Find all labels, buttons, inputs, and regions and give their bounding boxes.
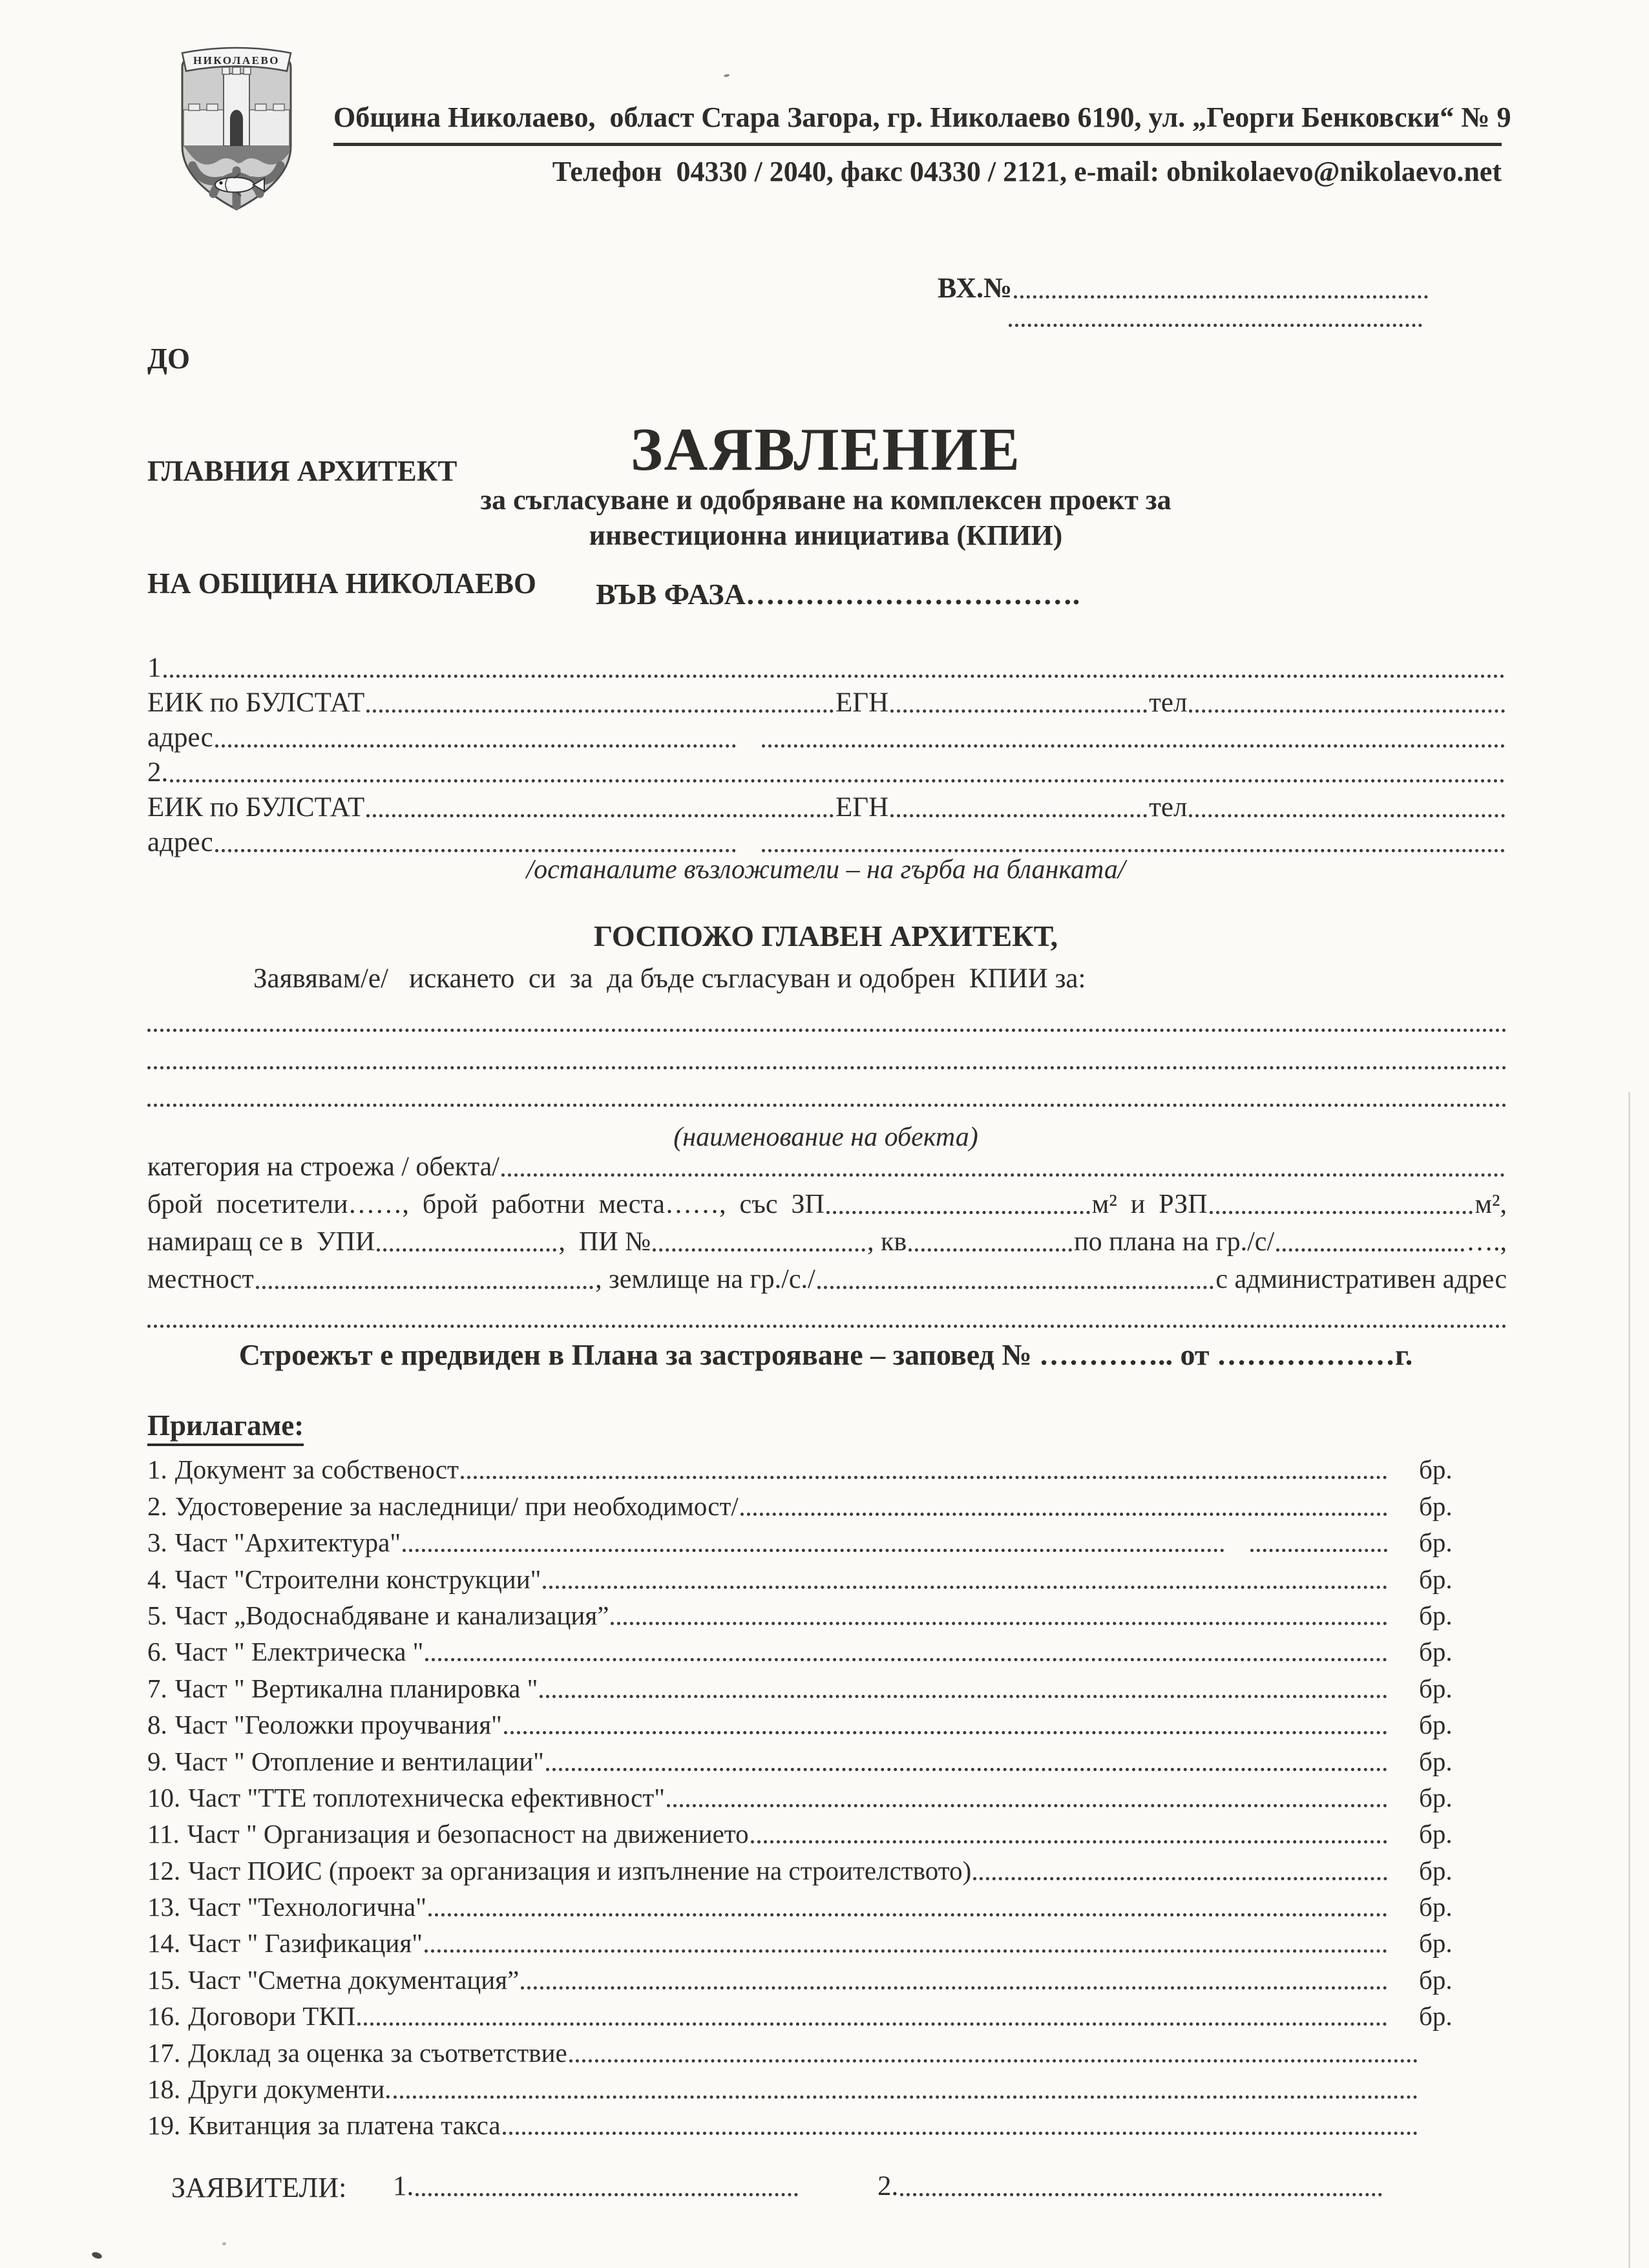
- attachment-unit: бр.: [1419, 1710, 1453, 1740]
- category-field: [501, 1173, 1505, 1177]
- attachment-label: Част „Водоснабдяване и канализация”: [174, 1600, 609, 1630]
- rzp-field: [1210, 1211, 1473, 1214]
- attachment-label: Доклад за оценка за съответствие: [188, 2037, 567, 2068]
- wall-merlon: [207, 104, 218, 110]
- wall-merlon: [273, 104, 284, 110]
- attachment-number: 12.: [147, 1855, 181, 1885]
- scan-speck: [724, 74, 730, 78]
- banner-text: НИКОЛАЕВО: [193, 54, 280, 67]
- object-name-caption: (наименование на обекта): [673, 1122, 978, 1152]
- attachment-row-14: [147, 1922, 1459, 1958]
- attachment-number: 17.: [147, 2037, 181, 2068]
- attachment-unit: бр.: [1419, 1600, 1453, 1630]
- admin-address-field-line: [147, 1325, 1507, 1328]
- recipient-name: ГЛАВНИЯ АРХИТЕКТ: [147, 455, 457, 487]
- attachment-unit: бр.: [1419, 1673, 1453, 1703]
- entry-number-block: [938, 271, 1430, 327]
- scan-edge-line: [1628, 1092, 1630, 2268]
- applicant-1-name-row: [147, 649, 1507, 684]
- entry-date-field: [1009, 324, 1422, 327]
- dotted-leader: [740, 1513, 1387, 1516]
- attachment-row-10: [147, 1777, 1459, 1813]
- tower-merlon: [244, 67, 251, 74]
- pi-field: [653, 1248, 865, 1252]
- attachment-label: Квитанция за платена такса: [188, 2110, 501, 2141]
- scan-speck: [222, 2242, 226, 2245]
- attachment-label: Част "Строителни конструкции": [174, 1564, 541, 1594]
- tower-merlon: [233, 67, 240, 74]
- attachment-number: 3.: [147, 1528, 167, 1558]
- contact-line: Телефон 04330 / 2040, факс 04330 / 2121, e-mail: obnikolaevo@nikolaevo.net: [552, 156, 1502, 187]
- attachment-row-4: [147, 1558, 1459, 1594]
- signature-1-field: [415, 2193, 798, 2196]
- attachment-number: 11.: [147, 1819, 180, 1849]
- upi-label: намиращ се в УПИ: [147, 1227, 375, 1257]
- visitors-label: брой посетители……, брой работни места……, със ЗП: [147, 1190, 824, 1219]
- dotted-leader: [1250, 1549, 1387, 1552]
- phase-field: ВЪВ ФАЗА…………………………….: [596, 578, 1080, 611]
- attachment-label: Част " Организация и безопасност на движението: [187, 1819, 749, 1849]
- m2-suffix: м²,: [1475, 1190, 1507, 1219]
- egn-field: [890, 709, 1147, 713]
- attachment-number: 14.: [147, 1928, 181, 1958]
- salutation: ГОСПОЖО ГЛАВЕН АРХИТЕКТ,: [593, 919, 1058, 952]
- applicant-2-number: 2.: [147, 757, 169, 788]
- dotted-leader: [403, 1549, 1224, 1552]
- applicant-1-number: 1: [147, 653, 162, 683]
- egn-field: [890, 814, 1147, 817]
- egn-label: ЕГН: [835, 688, 889, 718]
- attachment-unit: бр.: [1419, 1964, 1453, 1995]
- attachment-row-1: [147, 1449, 1459, 1485]
- signature-2-number: 2.: [877, 2171, 899, 2201]
- attachment-unit: бр.: [1419, 1528, 1453, 1558]
- attachment-number: 1.: [147, 1454, 167, 1485]
- request-statement: Заявявам/е/ искането си за да бъде съгласуван и одобрен КПИИ за:: [253, 963, 1086, 994]
- attachment-label: Част ПОИС (проект за организация и изпълнение на строителството): [188, 1855, 972, 1885]
- egn-label: ЕГН: [835, 792, 889, 823]
- dotted-leader: [357, 2022, 1387, 2026]
- attachment-row-9: [147, 1740, 1459, 1776]
- trailing-dots: ….,: [1466, 1227, 1507, 1257]
- category-label: категория на строежа / обекта/: [147, 1152, 499, 1182]
- attachment-label: Част " Газификация": [188, 1928, 423, 1958]
- attachment-row-13: [147, 1886, 1459, 1922]
- applicant-1-name-field: [163, 675, 1506, 678]
- signatories-label: ЗАЯВИТЕЛИ:: [171, 2172, 347, 2203]
- attachment-unit: бр.: [1419, 1928, 1453, 1958]
- attachment-unit: бр.: [1419, 1819, 1453, 1849]
- entry-number-field: [1014, 295, 1428, 299]
- recipient-to: ДО: [147, 342, 190, 375]
- attachment-row-16: [147, 1995, 1459, 2032]
- location-row: [147, 1225, 1507, 1257]
- locality-label: местност: [147, 1265, 254, 1294]
- attachment-row-12: [147, 1849, 1459, 1885]
- dotted-leader: [428, 1913, 1387, 1916]
- attachment-label: Част " Вертикална планировка ": [174, 1673, 538, 1703]
- attachment-label: Удостоверение за наследници/ при необходимост/: [174, 1491, 739, 1521]
- applicant-2-address-row: [147, 823, 1507, 858]
- attachment-row-3: [147, 1522, 1459, 1558]
- applicants-block: [147, 649, 1507, 858]
- tower-merlon: [222, 67, 229, 74]
- locality-row: [147, 1263, 1507, 1295]
- applicant-1-id-row: [147, 684, 1507, 719]
- attachment-unit: бр.: [1419, 1892, 1453, 1922]
- city-field: [1276, 1248, 1464, 1252]
- water-band: [184, 146, 289, 165]
- attachment-label: Част "ТТЕ топлотехническа ефективност": [188, 1782, 665, 1812]
- dotted-leader: [569, 2059, 1418, 2063]
- attachment-label: Договори ТКП: [188, 2001, 356, 2032]
- land-field: [817, 1286, 1214, 1289]
- applicant-2-name-field: [170, 779, 1505, 782]
- dotted-leader: [751, 1840, 1387, 1843]
- tel-label: тел: [1149, 792, 1188, 823]
- tel-field: [1189, 814, 1505, 817]
- signature-2-field: [900, 2193, 1382, 2196]
- attachment-row-17: [147, 2032, 1459, 2068]
- attachment-number: 7.: [147, 1673, 167, 1703]
- attachment-number: 9.: [147, 1746, 167, 1776]
- signature-1-row: [393, 2166, 800, 2202]
- address-field-2: [762, 744, 1505, 748]
- attachment-label: Част "Технологична": [188, 1892, 426, 1922]
- land-label: , землище на гр./с./: [595, 1265, 815, 1294]
- plan-of-label: по плана на гр./с/: [1074, 1227, 1275, 1257]
- address-field-2: [762, 849, 1505, 852]
- attachment-number: 6.: [147, 1637, 167, 1667]
- eik-field: [366, 709, 834, 713]
- letterhead: [333, 101, 1511, 188]
- attachment-unit: бр.: [1419, 1454, 1453, 1485]
- signature-1-number: 1.: [393, 2171, 414, 2201]
- dotted-leader: [394, 2095, 1418, 2099]
- header-divider: [333, 143, 1502, 146]
- attachment-row-2: [147, 1485, 1459, 1521]
- coat-of-arms-graphic: [172, 43, 301, 216]
- locality-field: [256, 1286, 593, 1289]
- attachment-unit: бр.: [1419, 1637, 1453, 1667]
- dotted-leader: [543, 1586, 1387, 1589]
- eik-field: [366, 814, 834, 817]
- rzp-label: м² и РЗП: [1091, 1190, 1208, 1219]
- form-subtitle-2: инвестиционна инициатива (КПИИ): [589, 520, 1063, 551]
- entry-number-row: [938, 271, 1430, 304]
- attachment-unit: бр.: [1419, 1564, 1453, 1594]
- address-label: адрес: [147, 827, 213, 857]
- attachment-label: Част "Геоложки проучвания": [174, 1710, 502, 1740]
- attachment-label: Част "Сметна документация”: [188, 1964, 520, 1995]
- kv-label: , кв: [867, 1227, 907, 1257]
- dotted-leader: [503, 2132, 1418, 2135]
- attachment-label: Други документи.: [188, 2074, 392, 2105]
- tel-label: тел: [1149, 688, 1188, 718]
- attachment-number: 5.: [147, 1600, 167, 1630]
- attachment-number: 13.: [147, 1892, 181, 1922]
- attachment-unit: бр.: [1419, 1782, 1453, 1812]
- attachment-number: 18.: [147, 2074, 181, 2105]
- attachment-number: 16.: [147, 2001, 181, 2032]
- attachment-row-6: [147, 1631, 1459, 1667]
- dotted-leader: [521, 1986, 1387, 1990]
- attachment-label: Част " Отопление и вентилации": [174, 1746, 544, 1776]
- wall-merlon: [255, 104, 266, 110]
- entry-number-label: ВХ.№: [938, 272, 1013, 304]
- attachment-row-18: [147, 2068, 1459, 2105]
- applicant-2-id-row: [147, 788, 1507, 823]
- address-field: [215, 744, 736, 748]
- object-name-field-line-2: [147, 1066, 1507, 1069]
- attachment-row-7: [147, 1667, 1459, 1703]
- attachment-number: 15.: [147, 1964, 181, 1995]
- admin-address-label: с административен адрес: [1215, 1265, 1507, 1294]
- attachment-label: Документ за собственост: [174, 1454, 459, 1485]
- attachment-number: 10.: [147, 1782, 181, 1812]
- attachment-unit: бр.: [1419, 1491, 1453, 1521]
- attachment-row-11: [147, 1813, 1459, 1849]
- applicant-1-address-row: [147, 719, 1507, 753]
- attachment-label: Част "Архитектура": [174, 1528, 401, 1558]
- organization-line: Община Николаево, област Стара Загора, гр. Николаево 6190, ул. „Георги Бенковски“ № 9: [333, 101, 1511, 133]
- eik-bulstat-label: ЕИК по БУЛСТАТ: [147, 688, 365, 718]
- attachment-row-8: [147, 1704, 1459, 1740]
- attachment-number: 4.: [147, 1564, 167, 1594]
- attachment-label: Част " Електрическа ": [174, 1637, 424, 1667]
- zp-field: [826, 1211, 1090, 1214]
- object-name-field-line-3: [147, 1104, 1507, 1107]
- dotted-leader: [973, 1877, 1387, 1880]
- pi-label: , ПИ №: [558, 1227, 651, 1257]
- attachment-number: 2.: [147, 1491, 167, 1521]
- applicant-2-name-row: [147, 753, 1507, 788]
- dotted-leader: [425, 1658, 1387, 1661]
- wall-merlon: [189, 104, 200, 110]
- kv-field: [909, 1248, 1072, 1252]
- attachment-row-15: [147, 1958, 1459, 1995]
- attachment-number: 8.: [147, 1710, 167, 1740]
- dotted-leader: [461, 1476, 1387, 1479]
- address-field: [215, 849, 736, 852]
- attachment-unit: бр.: [1419, 1746, 1453, 1776]
- tel-field: [1189, 709, 1505, 713]
- attachment-row-5: [147, 1595, 1459, 1631]
- eik-bulstat-label: ЕИК по БУЛСТАТ: [147, 792, 365, 823]
- development-plan-line: Строежът е предвиден в Плана за застрояване – заповед № ………….. от ………………г.: [238, 1338, 1413, 1371]
- scan-speck: [91, 2251, 103, 2260]
- dotted-leader: [611, 1622, 1387, 1625]
- municipal-coat-of-arms: [172, 43, 301, 216]
- attachments-heading: Прилагаме:: [147, 1409, 304, 1446]
- upi-field: [377, 1248, 556, 1252]
- dotted-leader: [667, 1804, 1387, 1807]
- tower-door: [230, 110, 243, 146]
- dotted-leader: [504, 1731, 1387, 1734]
- attachment-row-19: [147, 2105, 1459, 2141]
- other-applicants-note: /останалите възложители – на гърба на бланката/: [526, 855, 1126, 885]
- signature-2-row: [877, 2166, 1384, 2202]
- category-row: [147, 1151, 1507, 1182]
- attachment-unit: бр.: [1419, 1855, 1453, 1885]
- dotted-leader: [540, 1695, 1387, 1698]
- attachments-heading-wrap: [147, 1409, 304, 1446]
- attachment-unit: бр.: [1419, 2001, 1453, 2032]
- form-subtitle-1: за съгласуване и одобряване на комплексен проект за: [480, 484, 1171, 516]
- dotted-leader: [546, 1768, 1387, 1771]
- recipient-org: НА ОБЩИНА НИКОЛАЕВО: [147, 567, 537, 600]
- attachments-list: [147, 1449, 1459, 2141]
- dotted-leader: [425, 1949, 1387, 1953]
- address-label: адрес: [147, 722, 213, 753]
- object-name-field-line-1: [147, 1029, 1507, 1032]
- attachment-number: 19.: [147, 2110, 181, 2141]
- visitors-row: [147, 1188, 1507, 1220]
- form-title: ЗАЯВЛЕНИЕ: [630, 416, 1022, 483]
